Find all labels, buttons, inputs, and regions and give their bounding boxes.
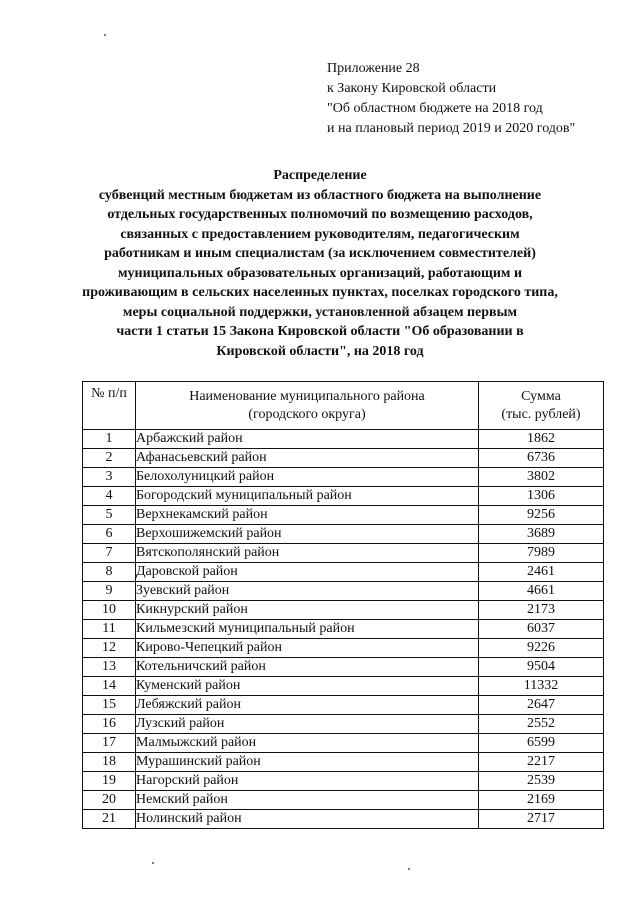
title-line: связанных с предоставлением руководителям, педагогическим <box>120 226 520 242</box>
table-row <box>83 753 604 772</box>
table-row <box>83 563 604 582</box>
amount: 2552 <box>479 715 604 734</box>
amount: 2647 <box>479 696 604 715</box>
row-number: 18 <box>83 753 136 772</box>
title-line: Распределение <box>273 168 367 183</box>
district-name: Нолинский район <box>136 810 479 829</box>
title-line: субвенций местным бюджетам из областного бюджета на выполнение <box>98 187 542 203</box>
district-name: Кикнурский район <box>136 601 479 620</box>
district-name: Нагорский район <box>136 772 479 791</box>
table-row <box>83 810 604 829</box>
header-name <box>136 382 479 430</box>
row-number: 2 <box>83 449 136 468</box>
row-number: 5 <box>83 506 136 525</box>
district-name: Малмыжский район <box>136 734 479 753</box>
amount: 6736 <box>479 449 604 468</box>
appendix-header <box>327 59 575 139</box>
row-number: 8 <box>83 563 136 582</box>
appendix-line: к Закону Кировской области <box>327 81 497 96</box>
district-name: Куменский район <box>136 677 479 696</box>
amount: 4661 <box>479 582 604 601</box>
table-row <box>83 696 604 715</box>
table-body <box>83 430 604 829</box>
amount: 2717 <box>479 810 604 829</box>
table-row <box>83 525 604 544</box>
row-number: 11 <box>83 620 136 639</box>
amount: 11332 <box>479 677 604 696</box>
header-sum <box>479 382 604 430</box>
distribution-table <box>82 381 604 829</box>
row-number: 15 <box>83 696 136 715</box>
title-line: Кировской области", на 2018 год <box>216 343 424 359</box>
table-header-row <box>83 382 604 430</box>
amount: 3802 <box>479 468 604 487</box>
title-line: проживающим в сельских населенных пунктах, поселках городского типа, <box>82 285 558 300</box>
header-num-label: № п/п <box>91 386 127 401</box>
scan-speck <box>408 868 410 870</box>
table-row <box>83 658 604 677</box>
header-sum-line: Сумма <box>521 388 561 404</box>
amount: 2169 <box>479 791 604 810</box>
amount: 2461 <box>479 563 604 582</box>
district-name: Верхошижемский район <box>136 525 479 544</box>
title-line: отдельных государственных полномочий по возмещению расходов, <box>107 207 533 222</box>
row-number: 19 <box>83 772 136 791</box>
table-row <box>83 449 604 468</box>
scan-speck <box>104 34 106 36</box>
district-name: Кильмезский муниципальный район <box>136 620 479 639</box>
district-name: Арбажский район <box>136 430 479 449</box>
header-sum-line: (тыс. рублей) <box>501 406 581 422</box>
district-name: Даровской район <box>136 563 479 582</box>
table-row <box>83 734 604 753</box>
table-row <box>83 791 604 810</box>
appendix-line: и на плановый период 2019 и 2020 годов" <box>327 121 576 136</box>
row-number: 1 <box>83 430 136 449</box>
district-name: Лебяжский район <box>136 696 479 715</box>
row-number: 7 <box>83 544 136 563</box>
document-title <box>60 166 580 361</box>
amount: 2217 <box>479 753 604 772</box>
row-number: 4 <box>83 487 136 506</box>
table-row <box>83 430 604 449</box>
district-name: Лузский район <box>136 715 479 734</box>
amount: 1862 <box>479 430 604 449</box>
header-name-line: (городского округа) <box>248 406 366 422</box>
table-row <box>83 544 604 563</box>
amount: 6037 <box>479 620 604 639</box>
table-row <box>83 639 604 658</box>
title-line: муниципальных образовательных организаций, работающим и <box>117 265 523 281</box>
district-name: Богородский муниципальный район <box>136 487 479 506</box>
district-name: Котельничский район <box>136 658 479 677</box>
amount: 2539 <box>479 772 604 791</box>
amount: 9256 <box>479 506 604 525</box>
row-number: 3 <box>83 468 136 487</box>
row-number: 14 <box>83 677 136 696</box>
amount: 9504 <box>479 658 604 677</box>
district-name: Вятскополянский район <box>136 544 479 563</box>
district-name: Афанасьевский район <box>136 449 479 468</box>
table-row <box>83 772 604 791</box>
table-row <box>83 582 604 601</box>
district-name: Мурашинский район <box>136 753 479 772</box>
appendix-line: Приложение 28 <box>327 61 420 76</box>
row-number: 17 <box>83 734 136 753</box>
row-number: 21 <box>83 810 136 829</box>
row-number: 20 <box>83 791 136 810</box>
amount: 7989 <box>479 544 604 563</box>
title-line: части 1 статьи 15 Закона Кировской области "Об образовании в <box>116 324 524 339</box>
district-name: Кирово-Чепецкий район <box>136 639 479 658</box>
title-line: меры социальной поддержки, установленной абзацем первым <box>122 304 518 320</box>
table-row <box>83 677 604 696</box>
row-number: 6 <box>83 525 136 544</box>
header-num <box>83 382 136 430</box>
appendix-line: "Об областном бюджете на 2018 год <box>327 101 543 116</box>
amount: 3689 <box>479 525 604 544</box>
row-number: 13 <box>83 658 136 677</box>
table-row <box>83 487 604 506</box>
table-row <box>83 506 604 525</box>
district-name: Немский район <box>136 791 479 810</box>
title-line: работникам и иным специалистам (за исключением совместителей) <box>104 246 536 261</box>
table-row <box>83 620 604 639</box>
scan-speck <box>152 862 154 864</box>
row-number: 10 <box>83 601 136 620</box>
amount: 6599 <box>479 734 604 753</box>
table-row <box>83 601 604 620</box>
amount: 1306 <box>479 487 604 506</box>
row-number: 16 <box>83 715 136 734</box>
district-name: Белохолуницкий район <box>136 468 479 487</box>
header-name-line: Наименование муниципального района <box>189 388 425 404</box>
table-row <box>83 715 604 734</box>
district-name: Верхнекамский район <box>136 506 479 525</box>
amount: 2173 <box>479 601 604 620</box>
row-number: 9 <box>83 582 136 601</box>
district-name: Зуевский район <box>136 582 479 601</box>
amount: 9226 <box>479 639 604 658</box>
row-number: 12 <box>83 639 136 658</box>
table-row <box>83 468 604 487</box>
